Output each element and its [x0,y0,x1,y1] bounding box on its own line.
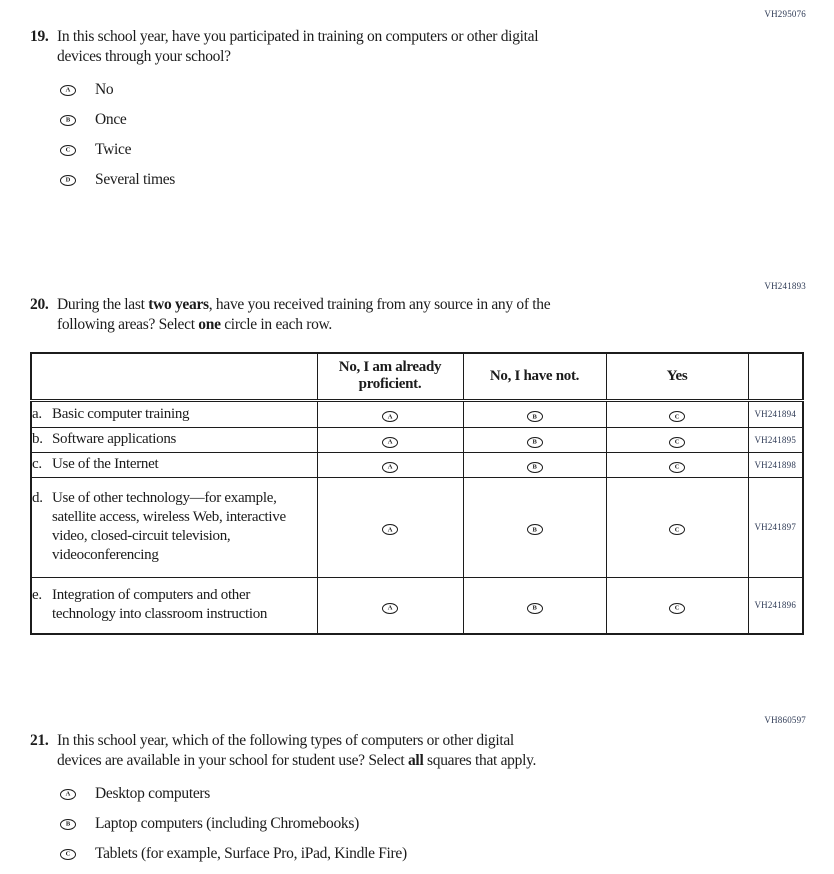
header-item-blank [31,353,317,400]
question19-text-line1: In this school year, have you participated in training on computers or other digital [57,28,539,45]
cell-option-b [463,427,606,452]
question20-text-line2: following areas? Select one circle in each row. [57,316,332,333]
table-row-use-of-other-technology [31,477,803,577]
table-header-row [31,353,803,400]
question19 [30,27,730,67]
circle-letter: C [65,850,71,858]
cell-option-c [606,452,748,477]
cell-option-c [606,427,748,452]
radio-circle-b-icon[interactable]: B [527,437,543,448]
cell-option-c [606,477,748,577]
question20 [30,295,730,335]
radio-circle-a-icon[interactable]: A [382,603,398,614]
question19-options [60,75,175,195]
header-yes: Yes [606,353,748,400]
radio-circle-b-icon[interactable]: B [527,524,543,535]
row-code: VH241894 [748,400,803,427]
radio-circle-c-icon[interactable]: C [669,437,685,448]
question19-text [57,27,538,67]
question21-options [60,779,407,869]
radio-circle-c-icon[interactable]: C [669,462,685,473]
question21 [30,731,730,771]
circle-letter: D [65,176,71,184]
radio-circle-c-icon[interactable]: C [669,603,685,614]
cell-option-a [317,400,463,427]
option-label: Tablets (for example, Surface Pro, iPad, Kindle Fire) [95,845,407,862]
circle-letter: A [65,86,71,94]
circle-letter: C [65,146,71,154]
question21-number: 21. [30,732,49,749]
radio-circle-a-icon[interactable]: A [382,437,398,448]
row-code: VH241898 [748,452,803,477]
question21-text-line2: devices are available in your school for student use? Select all squares that apply. [57,752,537,769]
cell-option-a [317,427,463,452]
question21-code: VH860597 [764,715,806,725]
circle-letter: B [65,820,71,828]
cell-option-c [606,577,748,634]
radio-circle-a-icon[interactable] [60,85,76,96]
row-code: VH241895 [748,427,803,452]
row-item-label: c. Use of the Internet [31,452,317,477]
q19-option-several-times[interactable] [60,165,175,195]
table-row-use-of-internet [31,452,803,477]
question20-response-table [30,352,804,635]
row-item-label: b. Software applications [31,427,317,452]
question20-number: 20. [30,296,49,313]
radio-circle-a-icon[interactable]: A [382,524,398,535]
cell-option-a [317,452,463,477]
q21-option-laptop-computers[interactable] [60,809,407,839]
row-item-label: e. Integration of computers and other technology into classroom instruction [31,577,317,634]
radio-circle-a-icon[interactable]: A [382,411,398,422]
q19-option-once[interactable] [60,105,175,135]
radio-circle-a-icon[interactable]: A [382,462,398,473]
radio-circle-c-icon[interactable] [60,145,76,156]
circle-letter: A [65,790,71,798]
question20-text [57,295,550,335]
cell-option-c [606,400,748,427]
checkbox-circle-b-icon[interactable] [60,819,76,830]
table-row-integration-of-computers [31,577,803,634]
header-no-already-proficient: No, I am already proficient. [317,353,463,400]
cell-option-b [463,477,606,577]
radio-circle-b-icon[interactable] [60,115,76,126]
q21-option-desktop-computers[interactable] [60,779,407,809]
cell-option-b [463,577,606,634]
circle-letter: B [65,116,71,124]
question19-code: VH295076 [764,9,806,19]
question21-text [57,731,536,771]
q21-option-tablets[interactable] [60,839,407,869]
row-code: VH241897 [748,477,803,577]
option-label: Twice [95,141,132,158]
table-row-software-applications [31,427,803,452]
cell-option-b [463,452,606,477]
cell-option-a [317,477,463,577]
option-label: Once [95,111,127,128]
checkbox-circle-c-icon[interactable] [60,849,76,860]
radio-circle-c-icon[interactable]: C [669,524,685,535]
radio-circle-d-icon[interactable] [60,175,76,186]
option-label: Desktop computers [95,785,211,802]
row-item-label: a. Basic computer training [31,400,317,427]
option-label: Laptop computers (including Chromebooks) [95,815,359,832]
question20-code: VH241893 [764,281,806,291]
q19-option-twice[interactable] [60,135,175,165]
q19-option-no[interactable] [60,75,175,105]
radio-circle-b-icon[interactable]: B [527,462,543,473]
radio-circle-b-icon[interactable]: B [527,411,543,422]
cell-option-a [317,577,463,634]
cell-option-b [463,400,606,427]
question20-text-line1: During the last two years, have you received training from any source in any of the [57,296,551,313]
header-code-blank [748,353,803,400]
radio-circle-c-icon[interactable]: C [669,411,685,422]
row-item-label: d. Use of other technology—for example, satellite access, wireless Web, interactive video, closed-circuit television, videoconferencing [31,477,317,577]
option-label: No [95,81,114,98]
question19-text-line2: devices through your school? [57,48,231,65]
question21-text-line1: In this school year, which of the following types of computers or other digital [57,732,514,749]
option-label: Several times [95,171,176,188]
row-code: VH241896 [748,577,803,634]
question19-number: 19. [30,28,49,45]
radio-circle-b-icon[interactable]: B [527,603,543,614]
table-row-basic-computer-training [31,400,803,427]
checkbox-circle-a-icon[interactable] [60,789,76,800]
header-no-have-not: No, I have not. [463,353,606,400]
